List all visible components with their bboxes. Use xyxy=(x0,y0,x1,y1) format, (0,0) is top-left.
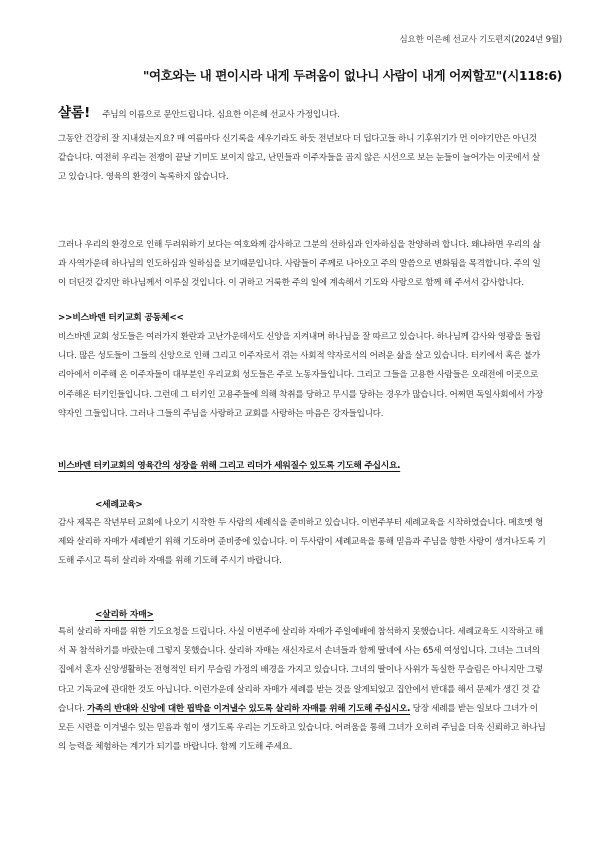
paragraph-saliha xyxy=(58,623,546,757)
bible-verse-title: "여호와는 내 편이시라 내게 두려움이 없나니 사람이 내게 어찌할꼬"(시118:6) xyxy=(142,68,562,83)
greeting-row xyxy=(58,101,340,121)
greeting-word: 샬롬! xyxy=(58,105,91,121)
paragraph-church-community: 비스바덴 교회 성도들은 여러가지 환란과 고난가운데서도 신앙을 지켜내며 하나님을 잘 따르고 있습니다. 하나님께 감사와 영광을 돌립니다. 많은 성도들이 그들의 신앙으로 인해 그리고 이주자로서 겪는 사회적 약자로서의 어려운 삶을 살고 있습니다. 터키에서 혹은 불가리아에서 이주해 온 이주자들이 대부분인 우리교회 성도들은 주로 노동자들입니다. 그리고 그들을 고용한 사람들은 오래전에 이곳으로 이주해온 터키인들입니다. 그런데 그 터키인 고용주들에 의해 착취를 당하고 무시를 당하는 경우가 많습니다. 어쩌면 독일사회에서 가장 약자인 그들입니다. 그러나 그들의 주님을 사랑하고 교회를 사랑하는 마음은 강자들입니다. xyxy=(58,332,544,419)
section-heading-baptism-class: <세례교육> xyxy=(95,500,143,510)
paragraph-saliha-text-a: 특히 살리하 자매를 위한 기도요청을 드립니다. 사실 이번주에 살리하 자매가 주일예배에 참석하지 못했습니다. 세례교육도 시작하고 해서 꼭 참석하기를 바랐는데 그렇지 못했습니다. 살리하 자매는 새신자로서 손녀들과 함께 딸네에 사는 65세 여성입니다. 그녀는 그녀의 집에서 혼자 신앙생활하는 전형적인 터키 무슬림 가정의 배경을 가지고 있습니다. 그녀의 딸이나 사위가 독실한 무슬림은 아니지만 그렇다고 기독교에 관대한 것도 아닙니다. 이런가운데 살리하 자매가 세례를 받는 것을 알게되었고 집안에서 반대를 해서 문제가 생긴 것 같습니다. xyxy=(58,627,544,714)
paragraph-thanks: 그러나 우리의 환경으로 인해 두려워하기 보다는 여호와께 감사하고 그분의 선하심과 인자하심을 찬양하려 합니다. 왜냐하면 우리의 삶과 사역가운데 하나님의 인도하심과 일하심을 보기때문입니다. 사람들이 주께로 나아오고 주의 말씀으로 변화됨을 목격합니다. 주의 일이 더딘것 같지만 하나님께서 이루실 것입니다. 이 귀하고 거룩한 주의 일에 계속해서 기도와 사랑으로 함께 해 주셔서 감사합니다. xyxy=(58,240,541,289)
prayer-request-saliha: 가족의 반대와 신앙에 대한 핍박을 이겨낼수 있도록 살리하 자매를 위해 기도해 주십시오. xyxy=(87,703,411,714)
prayer-request-church: 비스바덴 터키교회의 영육간의 성장을 위해 그리고 리더가 세워질수 있도록 기도해 주십시요. xyxy=(58,461,401,471)
paragraph-news: 그동안 건강히 잘 지내셨는지요? 매 여름마다 신기록을 세우기라도 하듯 전년보다 더 덥다고들 하니 기후위기가 먼 이야기만은 아닌것 같습니다. 여전히 우리는 전쟁이 끝날 기미도 보이지 않고, 난민들과 이주자들을 곱지 않은 시선으로 보는 눈들이 늘어가는 이곳에서 살고 있습니다. 영육의 환경이 녹록하지 않습니다. xyxy=(58,134,540,183)
letter-header-note: 심요한 이은혜 선교사 기도편지(2024년 9월) xyxy=(399,35,562,45)
greeting-text: 주님의 이름으로 문안드립니다. 심요한 이은혜 선교사 가정입니다. xyxy=(102,110,340,120)
paragraph-baptism-class: 감사 제목은 작년부터 교회에 나오기 시작한 두 사람의 세례식을 준비하고 있습니다. 이번주부터 세례교육을 시작하였습니다. 메흐멧 형제와 살리하 자매가 세례받기 위해 기도하며 준비중에 있습니다. 이 두사람이 세례교육을 통해 믿음과 주님을 향한 사랑이 생겨나도록 기도해 주시고 특히 살리하 자매를 위해 기도해 주시기 바랍니다. xyxy=(58,518,546,567)
section-heading-wiesbaden-church: >>비스바덴 터키교회 공동체<< xyxy=(58,313,184,323)
section-heading-saliha: <살리하 자매> xyxy=(95,610,154,620)
paragraph-saliha-text-b: 당장 세례를 받는 일보다 그녀가 이 모든 시련을 이겨낼수 있는 믿음과 힘이 생기도록 우리는 기도하고 있습니다. 어려움을 통해 그녀가 오히려 주님을 더욱 신뢰하고 하나님의 능력을 체험하는 계기가 되기를 바랍니다. 함께 기도해 주세요. xyxy=(58,703,546,753)
